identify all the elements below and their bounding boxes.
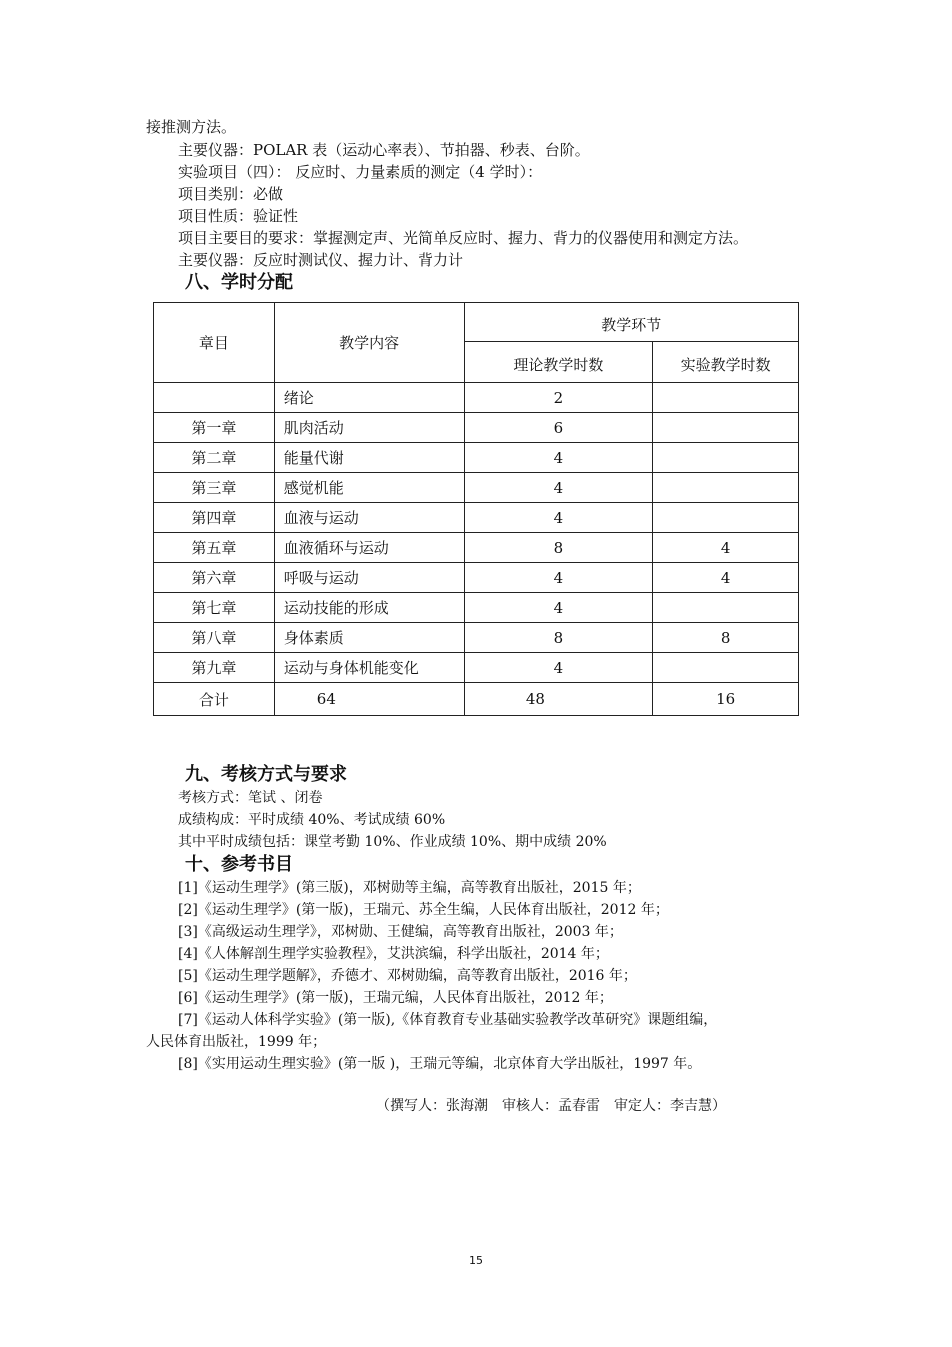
cell-chapter: 第七章	[154, 593, 275, 623]
regular-grade-detail: 其中平时成绩包括：课堂考勤 10%、作业成绩 10%、期中成绩 20%	[178, 834, 607, 850]
cell-theory: 4	[464, 563, 653, 593]
reference-3: [3]《高级运动生理学》，邓树勋、王健编，高等教育出版社，2003 年；	[178, 924, 623, 940]
cell-content: 血液循环与运动	[274, 533, 464, 563]
grade-composition: 成绩构成：平时成绩 40%、考试成绩 60%	[178, 812, 446, 828]
reference-8: [8]《实用运动生理实验》(第一版 )，王瑞元等编，北京体育大学出版社，1997 年。	[178, 1056, 702, 1072]
hours-allocation-table	[153, 302, 799, 716]
cell-content: 运动与身体机能变化	[274, 653, 464, 683]
cell-content: 感觉机能	[274, 473, 464, 503]
cell-chapter: 第二章	[154, 443, 275, 473]
cell-content: 能量代谢	[274, 443, 464, 473]
table-row	[154, 653, 799, 683]
cell-chapter: 第六章	[154, 563, 275, 593]
cell-experiment	[653, 473, 799, 503]
cell-theory: 4	[464, 473, 653, 503]
cell-theory: 4	[464, 503, 653, 533]
cell-experiment: 4	[653, 533, 799, 563]
table-row	[154, 623, 799, 653]
cell-content: 呼吸与运动	[274, 563, 464, 593]
cell-chapter: 第八章	[154, 623, 275, 653]
intro-line-1: 接推测方法。	[146, 118, 237, 136]
cell-experiment	[653, 413, 799, 443]
intro-line-3: 实验项目（四）： 反应时、力量素质的测定（4 学时）：	[178, 163, 543, 181]
cell-chapter: 第四章	[154, 503, 275, 533]
cell-content: 身体素质	[274, 623, 464, 653]
reference-4: [4]《人体解剖生理学实验教程》，艾洪滨编，科学出版社，2014 年；	[178, 946, 609, 962]
header-teaching-stage: 教学环节	[464, 303, 798, 342]
reference-5: [5]《运动生理学题解》，乔德才、邓树勋编，高等教育出版社，2016 年；	[178, 968, 637, 984]
section8-title: 八、学时分配	[185, 272, 293, 293]
cell-chapter: 第九章	[154, 653, 275, 683]
reference-2: [2]《运动生理学》(第一版)，王瑞元、苏全生编，人民体育出版社，2012 年；	[178, 902, 669, 918]
total-experiment: 16	[653, 683, 799, 716]
cell-theory: 4	[464, 653, 653, 683]
cell-content: 肌肉活动	[274, 413, 464, 443]
total-theory: 48	[464, 683, 653, 716]
table-row	[154, 533, 799, 563]
intro-line-5: 项目性质：验证性	[178, 207, 299, 225]
cell-theory: 2	[464, 383, 653, 413]
cell-chapter: 第五章	[154, 533, 275, 563]
cell-theory: 4	[464, 443, 653, 473]
table-row	[154, 563, 799, 593]
intro-line-2: 主要仪器：POLAR 表（运动心率表）、节拍器、秒表、台阶。	[178, 141, 590, 159]
table-row	[154, 443, 799, 473]
table-row	[154, 413, 799, 443]
header-chapter: 章目	[154, 303, 275, 383]
table-row	[154, 593, 799, 623]
cell-content: 绪论	[274, 383, 464, 413]
cell-experiment	[653, 653, 799, 683]
cell-experiment: 4	[653, 563, 799, 593]
cell-content: 运动技能的形成	[274, 593, 464, 623]
reference-6: [6]《运动生理学》(第一版)，王瑞元编，人民体育出版社，2012 年；	[178, 990, 613, 1006]
intro-line-7: 主要仪器：反应时测试仪、握力计、背力计	[178, 251, 464, 269]
intro-line-4: 项目类别：必做	[178, 185, 284, 203]
section9-title: 九、考核方式与要求	[185, 764, 347, 785]
header-content: 教学内容	[274, 303, 464, 383]
signature-line: （撰写人：张海潮 审核人：孟春雷 审定人：李吉慧）	[376, 1098, 726, 1114]
cell-experiment	[653, 443, 799, 473]
cell-content: 血液与运动	[274, 503, 464, 533]
cell-theory: 8	[464, 533, 653, 563]
cell-experiment	[653, 383, 799, 413]
header-theory-hours: 理论教学时数	[464, 342, 653, 383]
cell-experiment: 8	[653, 623, 799, 653]
cell-chapter	[154, 383, 275, 413]
cell-experiment	[653, 593, 799, 623]
cell-theory: 6	[464, 413, 653, 443]
cell-experiment	[653, 503, 799, 533]
cell-theory: 4	[464, 593, 653, 623]
total-content: 64	[274, 683, 464, 716]
table-row	[154, 503, 799, 533]
assessment-method: 考核方式：笔试 、闭卷	[178, 790, 323, 806]
cell-chapter: 第三章	[154, 473, 275, 503]
total-label: 合计	[154, 683, 275, 716]
reference-7: [7]《运动人体科学实验》(第一版),《体育教育专业基础实验教学改革研究》课题组编，	[178, 1012, 718, 1028]
intro-line-6: 项目主要目的要求：掌握测定声、光简单反应时、握力、背力的仪器使用和测定方法。	[178, 229, 749, 247]
cell-theory: 8	[464, 623, 653, 653]
table-total-row	[154, 683, 799, 716]
header-experiment-hours: 实验教学时数	[653, 342, 799, 383]
table-row	[154, 383, 799, 413]
page-number: 15	[469, 1254, 483, 1267]
section10-title: 十、参考书目	[185, 854, 293, 875]
reference-1: [1]《运动生理学》(第三版)，邓树勋等主编，高等教育出版社，2015 年；	[178, 880, 641, 896]
cell-chapter: 第一章	[154, 413, 275, 443]
reference-7-continued: 人民体育出版社，1999 年；	[146, 1034, 327, 1050]
table-row	[154, 473, 799, 503]
